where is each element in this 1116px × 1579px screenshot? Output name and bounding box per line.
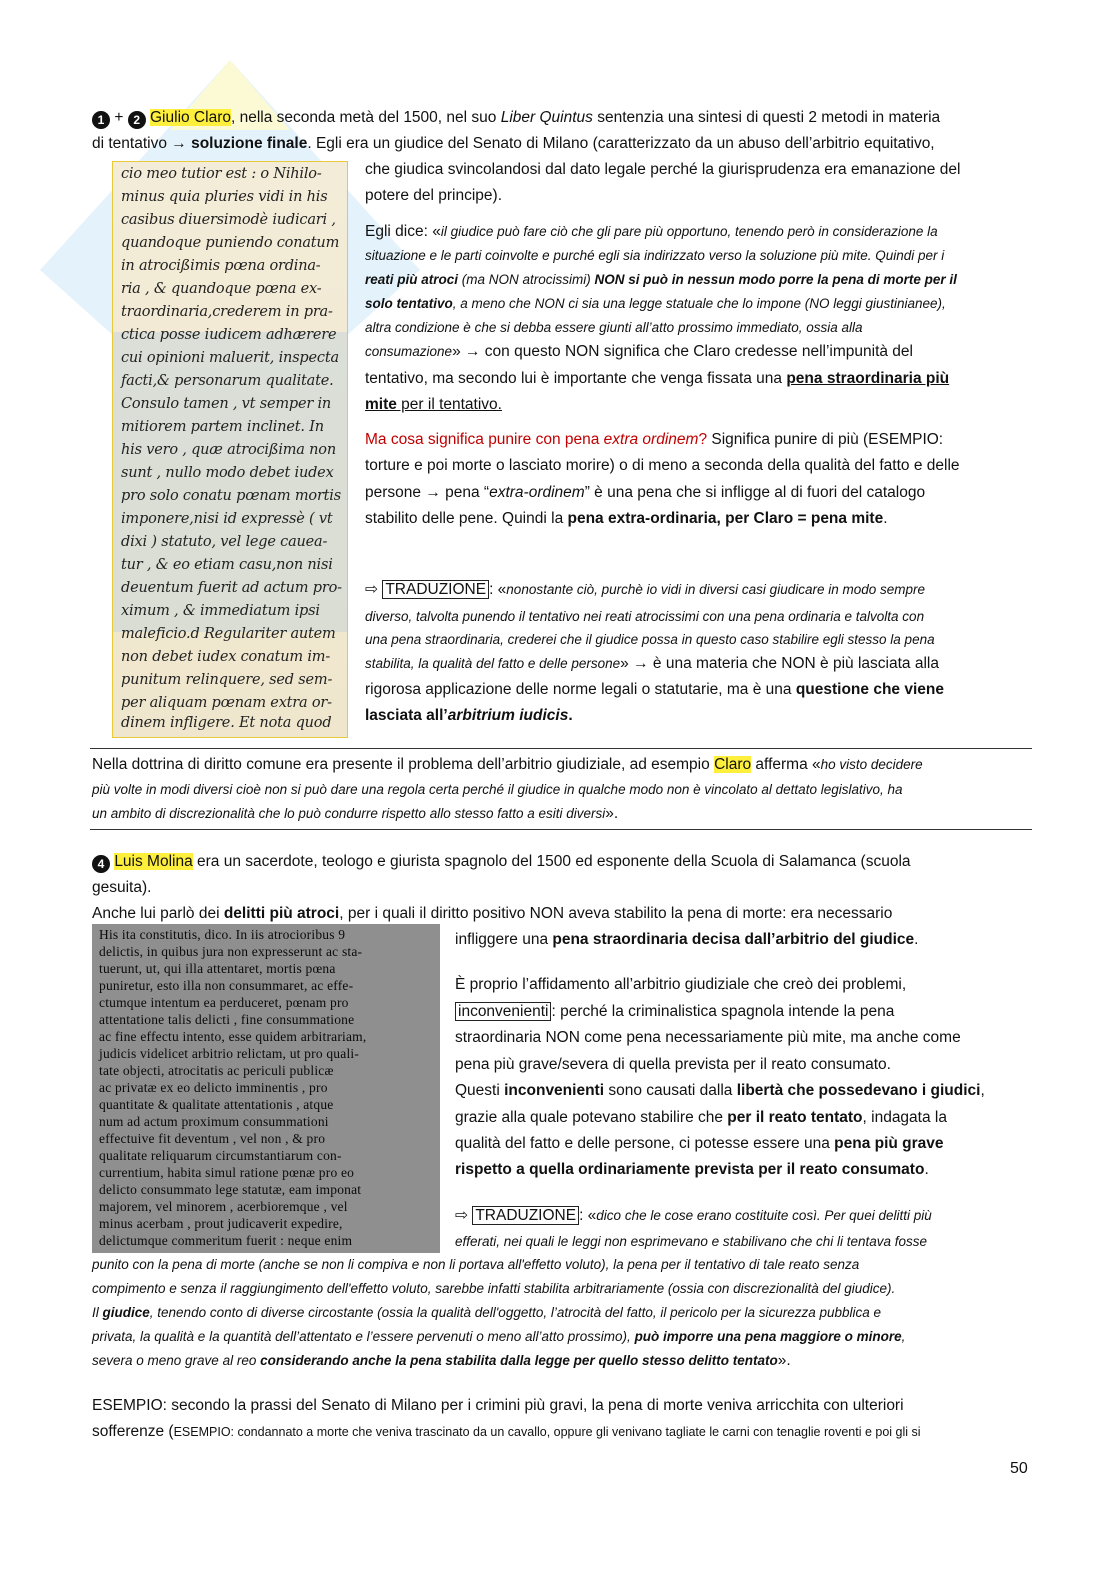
name-luis-molina: Luis Molina [114,853,193,870]
arrow-right-icon: → [465,343,481,360]
section1-line1: 1 + 2 Giulio Claro, nella seconda metà del 1500, nel suo Liber Quintus sentenzia una sintesi di questi 2 metodi in materia [92,107,940,129]
arrow-right-icon: → [633,655,649,672]
section4-line1: 4 Luis Molina era un sacerdote, teologo e giurista spagnolo del 1500 ed esponente della Scuola di Salamanca (scuola [92,851,911,873]
arrow-outline-icon: ⇨ [455,1207,468,1224]
divider-top [90,748,1032,749]
badge-two: 2 [128,111,146,129]
name-claro: Claro [714,756,752,773]
translation-molina: ⇨ TRADUZIONE : «dico che le cose erano costituite così. Per quei delitti più [455,1207,932,1224]
question-extra-ordinem: Ma cosa significa punire con pena extra ordinem? Significa punire di più (ESEMPIO: [365,431,944,448]
page-number: 50 [1010,1460,1028,1477]
arrow-right-icon: → [171,135,187,152]
badge-one: 1 [92,111,110,129]
arrow-outline-icon: ⇨ [365,581,378,598]
arrow-right-icon: → [425,484,441,501]
document-page: 1 + 2 Giulio Claro, nella seconda metà del 1500, nel suo Liber Quintus sentenzia una sintesi di questi 2 metodi in materia di tentativo → soluzione finale. Egli era un giudice del Senato di Milano (caratterizzato da un abuso dell’arbitrio equitativo, cio meo tutior est : o Nihilo- minus quia pluries vidi in his casibus diuersimodè iudicari , quandoque puniendo conatum in atrocißimis pœna ordina- ria , & quandoque pœna ex- traordinaria,crederem in pra- ctica posse iudicem adhærere cui opinioni maluerit, inspecta facti,& personarum qualitate. Consulo tamen , vt semper in mitiorem partem inclinet. In his vero , quæ atrocißima non sunt , nullo modo debet iudex pro solo conatu pœnam mortis imponere,nisi id expressè ( vt dixi ) statuto, vel lege cauea- tur , & eo etiam casu,non nisi deuentum fuerit ad actum pro- ximum , & immediatum ipsi maleficio.d Regulariter autem non debet iudex conatum im- punitum relinquere, sed sem- per aliquam pœnam extra or- dinem infligere. Et nota quod che giudica svincolandosi dal dato legale perché la giurisprudenza era emanazione del potere del principe). Egli dice: «il giudice può fare ciò che gli pare più opportuno, tenendo però in considerazione la situazione e le parti coinvolte e purché egli sia indirizzato verso la soluzione più mite. Quindi per i reati più atroci (ma NON atrocissimi) NON si può in nessun modo porre la pena di morte per il solo tentativo, a meno che NON ci sia una legge statuale che lo impone (NO leggi giustinianee), altra condizione è che si debba essere giunti all’atto prossimo immediato, ossia alla consumazione» → con questo NON significa che Claro credesse nell’impunità del tentativo, ma secondo lui è importante che venga fissata una pena straordinaria più mite per il tentativo. Ma cosa significa punire con pena extra ordinem? Significa punire di più (ESEMPIO: torture e poi morte o lasciato morire) o di meno a seconda della qualità del fatto e delle persone → pena “extra-ordinem” è una pena che si infligge al di fuori del catalogo stabilito delle pene. Quindi la pena extra-ordinaria, per Claro = pena mite. ⇨ TRADUZIONE : «nonostante ciò, purchè io vidi in diversi casi giudicare in modo sempre diverso, talvolta punendo il tentativo nei reati atrocissimi con una pena ordinaria e talvolta con una pena straordinaria, crederei che il giudice possa in questo caso stabilire egli stesso la pena stabilita, la qualità del fatto e delle persone» → è una materia che NON è più lasciata alla rigorosa applicazione delle norme legali o statutarie, ma è una questione che viene lasciata all’arbitrium iudicis. Nella dottrina di diritto comune era presente il problema dell’arbitrio giudiziale, ad esempio Claro afferma «ho visto decidere più volte in modi diversi cioè non si può dare una regola certa perché il giudice in qualche modo non è vincolato al dettato legislativo, ha un ambito di discrezionalità che lo può condurre rispetto allo stesso fatto a esiti diversi». 4 Luis Molina era un sacerdote, teologo e giurista spagnolo del 1500 ed esponente della Scuola di Salamanca (scuola gesuita). Anche lui parlò dei delitti più atroci, per i quali il diritto positivo NON aveva stabilito la pena di morte: era necessario His ita constitutis, dico. In iis atrocioribus 9 delictis, in quibus jura non expresserunt ac sta- tuerunt, ut, qui illa attentaret, mortis pœna puniretur, esto illa non consummaret, ac effe- ctumque intentum ea perduceret, pœnam pro attentatione talis delicti , fine consummatione ac fine effectu intento, esse quidem arbitrariam, judicis videlicet arbitrio relictam, ut pro quali- tate objecti, atrocitatis ac periculi publicæ ac privatæ ex eo delicto imminentis , pro quantitate & qualitate attentationis , atque num ad actum proximum consummationi effectuive fit deventum , vel non , & pro qualitate reliquarum circumstantiarum con- currentium, habita simul ratione pœnæ pro eo delicto consummato lege statutæ, eam imponat majorem, vel minorem , acerbioremque , vel minus acerbam , prout judicaverit expedire, delictumque commeritum fuerit : neque enim infliggere una pena straordinaria decisa dall’arbitrio del giudice. È proprio l’affidamento all’arbitrio giudiziale che creò dei problemi, inconvenienti : perché la criminalistica spagnola intende la pena straordinaria NON come pena necessariamente più mite, ma anche come pena più grave/severa di quella prevista per il reato consumato. Questi inconvenienti sono causati dalla libertà che possedevano i giudici, grazie alla quale potevano stabilire che per il reato tentato, indagata la qualità del fatto e delle persone, ci potesse essere una pena più grave rispetto a quella ordinariamente prevista per il reato consumato. ⇨ TRADUZIONE : «dico che le cose erano costituite così. Per quei delitti più efferati, nei quali le leggi non esprimevano e stabilivano che chi li tentava fosse punito con la pena di morte (anche se non li compiva e non li portava all'effetto voluto), la pena per il tentativo di tale reato senza compimento e senza il raggiungimento dell'effetto voluto, sarebbe infatti stabilita arbitrariamente (ossia con discrezionalità del giudice). Il giudice, tenendo conto di diverse circostante (ossia la qualità dell'oggetto, l’atrocità del fatto, il pericolo per la sicurezza pubblica e privata, la qualità e la quantità dell’attentato e l’essere pervenuti o meno all’atto prossimo), può imporre una pena maggiore o minore, severa o meno grave al reo considerando anche la pena stabilita dalla legge per quello stesso delitto tentato». ESEMPIO: secondo la prassi del Senato di Milano per i crimini più gravi, la pena di morte veniva arricchita con ulteriori sofferenze (ESEMPIO: condannato a morte che veniva trascinato da un cavallo, oppure gli venivano tagliate le carni con tenaglie roventi e poi gli si 50 [0,0,1116,1579]
translation-claro: ⇨ TRADUZIONE : «nonostante ciò, purchè io vidi in diversi casi giudicare in modo sempre [365,581,926,598]
divider-bottom [90,829,1032,830]
name-giulio-claro: Giulio Claro [150,109,231,126]
section1-line2: di tentativo → soluzione finale. Egli era un giudice del Senato di Milano (caratterizzato da un abuso dell’arbitrio equitativo, [92,135,935,152]
example-line1: ESEMPIO: secondo la prassi del Senato di Milano per i crimini più gravi, la pena di morte veniva arricchita con ulteriori [92,1397,904,1414]
latin-text-image-claro: cio meo tutior est : o Nihilo- minus quia pluries vidi in his casibus diuersimodè iudicari , quandoque puniendo conatum in atrocißimis pœna ordina- ria , & quandoque pœna ex- traordinaria,crederem in pra- ctica posse iudicem adhærere cui opinioni maluerit, inspecta facti,& personarum qualitate. Consulo tamen , vt semper in mitiorem partem inclinet. In his vero , quæ atrocißima non sunt , nullo modo debet iudex pro solo conatu pœnam mortis imponere,nisi id expressè ( vt dixi ) statuto, vel lege cauea- tur , & eo etiam casu,non nisi deuentum fuerit ad actum pro- ximum , & immediatum ipsi maleficio.d Regulariter autem non debet iudex conatum im- punitum relinquere, sed sem- per aliquam pœnam extra or- dinem infligere. Et nota quod [112,161,348,738]
badge-four: 4 [92,855,110,873]
note-line1: Nella dottrina di diritto comune era presente il problema dell’arbitrio giudiziale, ad esempio Claro afferma «ho visto decidere [92,756,923,773]
claro-quote: Egli dice: «il giudice può fare ciò che gli pare più opportuno, tenendo però in considerazione la [365,223,938,240]
latin-text-image-molina: His ita constitutis, dico. In iis atrocioribus 9 delictis, in quibus jura non expresserunt ac sta- tuerunt, ut, qui illa attentaret, mortis pœna puniretur, esto illa non consummaret, ac effe- ctumque intentum ea perduceret, pœnam pro attentatione talis delicti , fine consummatione ac fine effectu intento, esse quidem arbitrariam, judicis videlicet arbitrio relictam, ut pro quali- tate objecti, atrocitatis ac periculi publicæ ac privatæ ex eo delicto imminentis , pro quantitate & qualitate attentationis , atque num ad actum proximum consummationi effectuive fit deventum , vel non , & pro qualitate reliquarum circumstantiarum con- currentium, habita simul ratione pœnæ pro eo delicto consummato lege statutæ, eam imponat majorem, vel minorem , acerbioremque , vel minus acerbam , prout judicaverit expedire, delictumque commeritum fuerit : neque enim [92,924,440,1253]
example-line2: sofferenze (ESEMPIO: condannato a morte che veniva trascinato da un cavallo, oppure gli venivano tagliate le carni con tenaglie roventi e poi gli si [92,1423,921,1440]
